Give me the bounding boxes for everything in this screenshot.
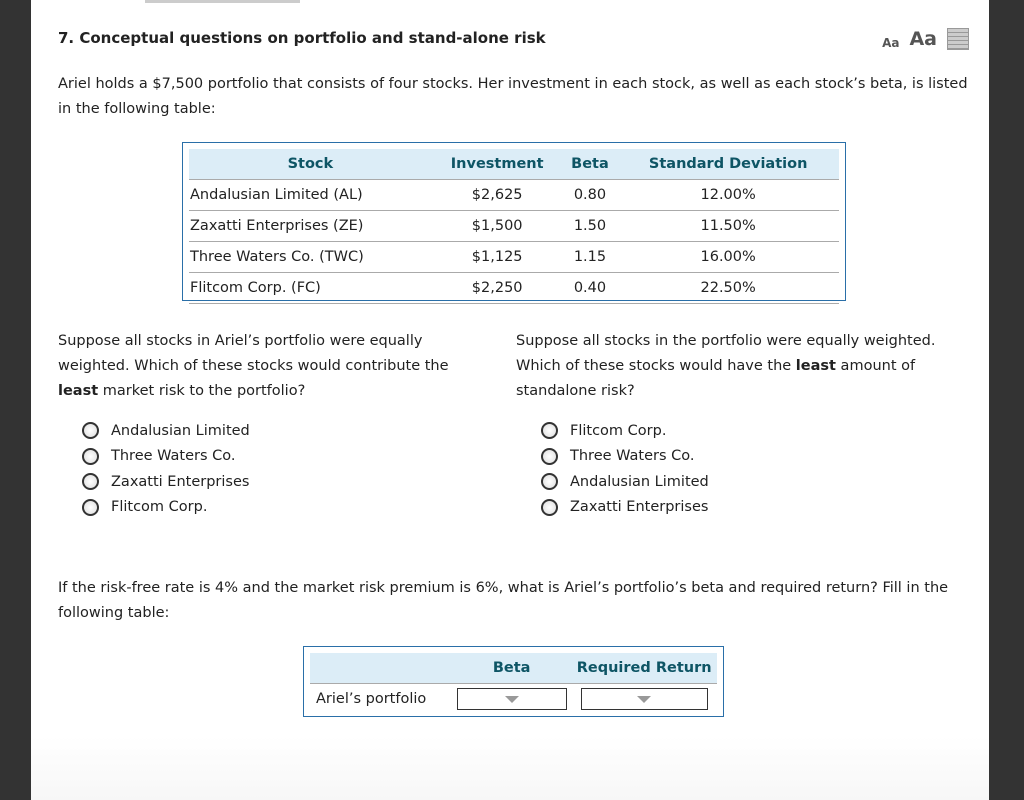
radio-icon[interactable] xyxy=(541,499,558,516)
stock-table xyxy=(182,142,846,301)
cell: 16.00% xyxy=(617,242,839,273)
cell: 0.80 xyxy=(563,180,618,211)
option-label[interactable]: Three Waters Co. xyxy=(111,448,236,465)
question-1 xyxy=(58,329,488,404)
q2-text-end: amount of standalone risk? xyxy=(516,358,916,399)
cell: 11.50% xyxy=(617,211,839,242)
cell: 0.40 xyxy=(563,273,618,304)
radio-option[interactable] xyxy=(541,495,709,521)
radio-icon[interactable] xyxy=(541,448,558,465)
radio-icon[interactable] xyxy=(82,422,99,439)
table-row xyxy=(189,273,839,304)
option-label[interactable]: Zaxatti Enterprises xyxy=(111,473,250,490)
table-row xyxy=(189,180,839,211)
question-3: If the risk-free rate is 4% and the market risk premium is 6%, what is Ariel’s portfolio’s beta and required return? Fill in the following table: xyxy=(58,580,949,621)
col-header: Standard Deviation xyxy=(617,149,839,180)
row-label: Ariel’s portfolio xyxy=(316,691,427,707)
radio-option[interactable] xyxy=(82,418,250,444)
required-return-dropdown[interactable] xyxy=(581,688,708,710)
cell: 12.00% xyxy=(617,180,839,211)
cell: $2,625 xyxy=(432,180,563,211)
cell: Andalusian Limited (AL) xyxy=(189,180,432,211)
option-label[interactable]: Flitcom Corp. xyxy=(111,499,208,516)
col-header: Stock xyxy=(189,149,432,180)
table-row xyxy=(189,211,839,242)
toolbar xyxy=(882,28,969,50)
cell: 1.15 xyxy=(563,242,618,273)
cell: 22.50% xyxy=(617,273,839,304)
q2-bold: least xyxy=(795,358,836,374)
option-label[interactable]: Flitcom Corp. xyxy=(570,422,667,439)
radio-icon[interactable] xyxy=(541,422,558,439)
radio-option[interactable] xyxy=(82,444,250,470)
cell: Flitcom Corp. (FC) xyxy=(189,273,432,304)
cell: 1.50 xyxy=(563,211,618,242)
option-label[interactable]: Andalusian Limited xyxy=(111,422,250,439)
table-row xyxy=(189,242,839,273)
option-label[interactable]: Andalusian Limited xyxy=(570,473,709,490)
chevron-down-icon xyxy=(637,696,651,703)
radio-option[interactable] xyxy=(541,444,709,470)
radio-icon[interactable] xyxy=(82,448,99,465)
radio-option[interactable] xyxy=(541,418,709,444)
cell: Zaxatti Enterprises (ZE) xyxy=(189,211,432,242)
option-label[interactable]: Three Waters Co. xyxy=(570,448,695,465)
large-font-button[interactable]: Aa xyxy=(909,28,937,50)
radio-icon[interactable] xyxy=(82,473,99,490)
option-label[interactable]: Zaxatti Enterprises xyxy=(570,499,709,516)
col-header: Beta xyxy=(563,149,618,180)
cell: $1,125 xyxy=(432,242,563,273)
intro-text: Ariel holds a $7,500 portfolio that consists of four stocks. Her investment in each stock, as well as each stock’s beta, is listed in the following table: xyxy=(58,76,968,117)
q2-options xyxy=(541,418,709,520)
print-icon[interactable] xyxy=(947,28,969,50)
radio-icon[interactable] xyxy=(541,473,558,490)
col-header xyxy=(310,653,452,684)
col-header: Beta xyxy=(452,653,571,684)
beta-dropdown[interactable] xyxy=(457,688,567,710)
chevron-down-icon xyxy=(505,696,519,703)
q2-text: Suppose all stocks in the portfolio were equally weighted. Which of these stocks would have the xyxy=(516,333,936,374)
radio-option[interactable] xyxy=(541,469,709,495)
small-font-button[interactable]: Aa xyxy=(882,36,900,50)
cell: Three Waters Co. (TWC) xyxy=(189,242,432,273)
radio-icon[interactable] xyxy=(82,499,99,516)
q1-bold: least xyxy=(58,383,99,399)
question-2 xyxy=(516,329,966,404)
cell: $2,250 xyxy=(432,273,563,304)
q1-text: Suppose all stocks in Ariel’s portfolio were equally weighted. Which of these stocks would contribute the xyxy=(58,333,449,374)
cell: $1,500 xyxy=(432,211,563,242)
q1-options xyxy=(82,418,250,520)
top-tab[interactable] xyxy=(145,0,300,3)
portfolio-table xyxy=(303,646,724,717)
radio-option[interactable] xyxy=(82,469,250,495)
question-title: 7. Conceptual questions on portfolio and stand-alone risk xyxy=(58,29,546,47)
q1-text-end: market risk to the portfolio? xyxy=(98,383,306,399)
radio-option[interactable] xyxy=(82,495,250,521)
col-header: Required Return xyxy=(571,653,717,684)
col-header: Investment xyxy=(432,149,563,180)
